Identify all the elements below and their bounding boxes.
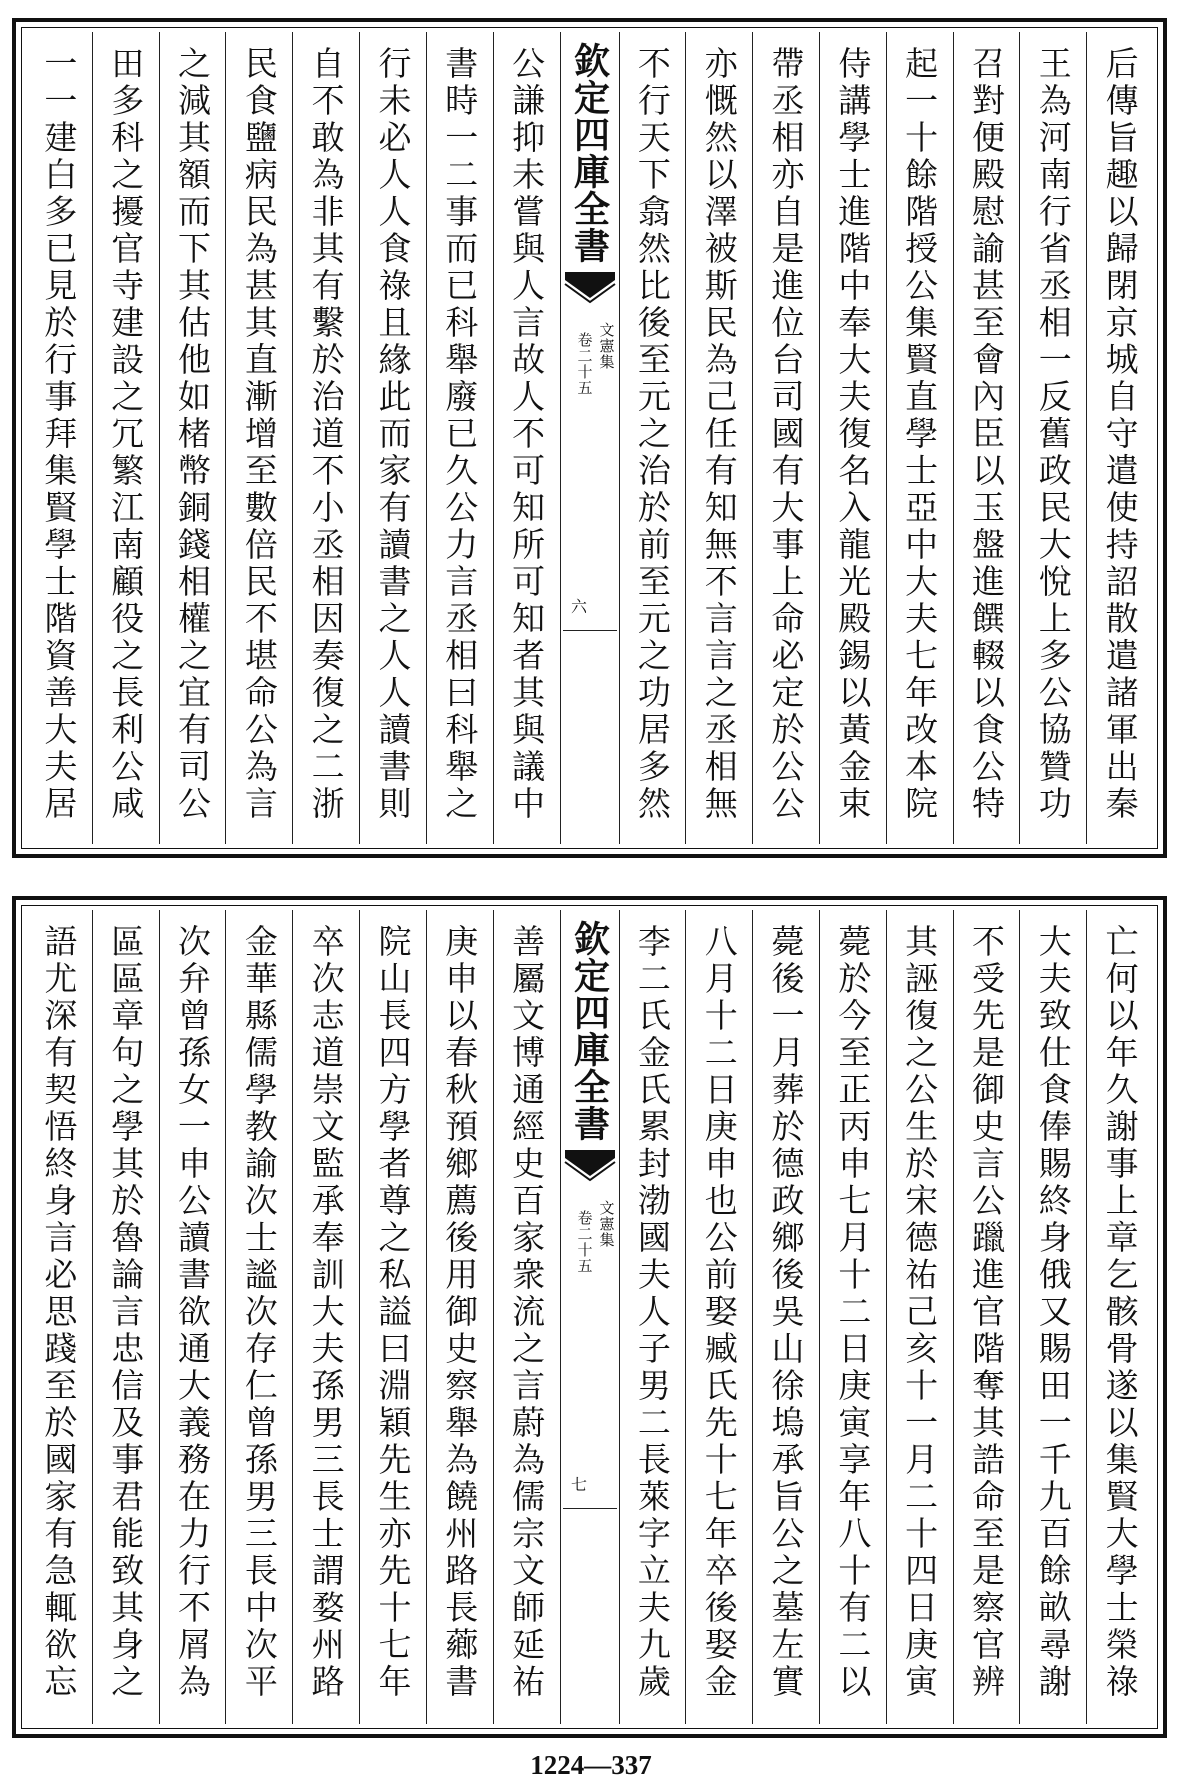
column-text: 侍講學士進階中奉大夫復名入龍光殿錫以黃金束 (833, 46, 873, 823)
text-column (292, 32, 359, 844)
column-text: 王為河南行省丞相一反舊政民大悅上多公協贊功 (1033, 46, 1073, 823)
book-title: 文憲集 (597, 1200, 616, 1248)
column-text: 書時一二事而已科舉廢已久公力言丞相曰科舉之 (440, 46, 480, 823)
text-column (819, 32, 886, 844)
column-text: 帶丞相亦自是進位台司國有大事上命必定於公公 (766, 46, 806, 823)
column-text: 行未必人人食祿且緣此而家有讀書之人人讀書則 (373, 46, 413, 823)
text-column (359, 910, 426, 1724)
text-column (26, 910, 92, 1724)
text-column (1019, 32, 1086, 844)
column-text: 民食鹽病民為甚其直漸增至數倍民不堪命公為言 (239, 46, 279, 823)
volume-label: 卷二十五 (575, 1210, 594, 1274)
column-text: 之減其額而下其估他如楮幣銅錢相權之宜有司公 (173, 46, 213, 823)
text-column (225, 32, 292, 844)
center-fold-strip (560, 32, 619, 844)
text-column (886, 910, 953, 1724)
text-column (292, 910, 359, 1724)
column-text: 善屬文博通經史百家衆流之言蔚為儒宗文師延祐 (507, 924, 547, 1701)
text-column (953, 910, 1020, 1724)
text-column (26, 32, 92, 844)
text-column (953, 32, 1020, 844)
text-column (685, 910, 752, 1724)
text-column (493, 910, 560, 1724)
leaf-number: 六 (568, 598, 588, 614)
divider (563, 1508, 617, 1509)
text-column (159, 32, 226, 844)
column-text: 語尤深有契悟終身言必思踐至於國家有急輒欲忘 (39, 924, 79, 1701)
text-column (752, 32, 819, 844)
column-text: 召對便殿慰諭甚至會內臣以玉盤進饌輟以食公特 (966, 46, 1006, 823)
column-text: 庚申以春秋預鄉薦後用御史察舉為饒州路長薌書 (440, 924, 480, 1701)
text-column (1086, 32, 1153, 844)
leaf-number: 七 (568, 1476, 588, 1492)
column-text: 金華縣儒學教諭次士謐次存仁曾孫男三長中次平 (239, 924, 279, 1701)
collection-title: 欽定四庫全書 (568, 42, 611, 264)
text-column (159, 910, 226, 1724)
text-column (493, 32, 560, 844)
column-text: 大夫致仕食俸賜終身俄又賜田一千九百餘畝尋謝 (1033, 924, 1073, 1701)
page-upper (12, 18, 1167, 858)
text-column (752, 910, 819, 1724)
collection-title: 欽定四庫全書 (568, 920, 611, 1142)
text-column (886, 32, 953, 844)
column-text: 院山長四方學者尊之私謚曰淵穎先生亦先十七年 (373, 924, 413, 1701)
column-text: 李二氏金氏累封渤國夫人子男二長萊字立夫九歲 (632, 924, 672, 1701)
text-columns (26, 910, 1153, 1724)
text-column (92, 32, 159, 844)
column-text: 薨後一月葬於德政鄉後吳山徐塢承旨公之墓左實 (766, 924, 806, 1701)
text-column (619, 910, 686, 1724)
column-text: 自不敢為非其有繫於治道不小丞相因奏復之二浙 (306, 46, 346, 823)
column-text: 區區章句之學其於魯論言忠信及事君能致其身之 (106, 924, 146, 1701)
column-text: 起一十餘階授公集賢直學士亞中大夫七年改本院 (900, 46, 940, 823)
column-text: 公謙抑未嘗與人言故人不可知所可知者其與議中 (507, 46, 547, 823)
text-columns (26, 32, 1153, 844)
column-text: 薨於今至正丙申七月十二日庚寅享年八十有二以 (833, 924, 873, 1701)
text-column (92, 910, 159, 1724)
column-text: 八月十二日庚申也公前娶臧氏先十七年卒後娶金 (699, 924, 739, 1701)
column-text: 后傳旨趣以歸閉京城自守遣使持詔散遣諸軍出秦 (1100, 46, 1140, 823)
book-title: 文憲集 (597, 322, 616, 370)
page-lower (12, 896, 1167, 1738)
column-text: 不行天下翕然比後至元之治於前至元之功居多然 (632, 46, 672, 823)
column-text: 亡何以年久謝事上章乞骸骨遂以集賢大學士榮祿 (1100, 924, 1140, 1701)
column-text: 亦慨然以澤被斯民為己任有知無不言言之丞相無 (699, 46, 739, 823)
column-text: 卒次志道崇文監承奉訓大夫孫男三長士謂婺州路 (306, 924, 346, 1701)
page-number: 1224—337 (530, 1750, 652, 1780)
text-column (1019, 910, 1086, 1724)
volume-label: 卷二十五 (575, 332, 594, 396)
column-text: 田多科之擾官寺建設之冗繁江南顧役之長利公咸 (106, 46, 146, 823)
center-fold-strip (560, 910, 619, 1724)
divider (563, 630, 617, 631)
text-column (819, 910, 886, 1724)
text-column (426, 910, 493, 1724)
fishtail-mark-icon (561, 268, 619, 308)
column-text: 次弁曾孫女一申公讀書欲通大義務在力行不屑為 (173, 924, 213, 1701)
text-column (619, 32, 686, 844)
text-column (225, 910, 292, 1724)
text-column (359, 32, 426, 844)
text-column (426, 32, 493, 844)
text-column (1086, 910, 1153, 1724)
text-column (685, 32, 752, 844)
column-text: 不受先是御史言公躐進官階奪其誥命至是察官辨 (966, 924, 1006, 1701)
fishtail-mark-icon (561, 1146, 619, 1186)
column-text: 其誣復之公生於宋德祐己亥十一月二十四日庚寅 (900, 924, 940, 1701)
column-text: 一一建白多已見於行事拜集賢學士階資善大夫居 (39, 46, 79, 823)
